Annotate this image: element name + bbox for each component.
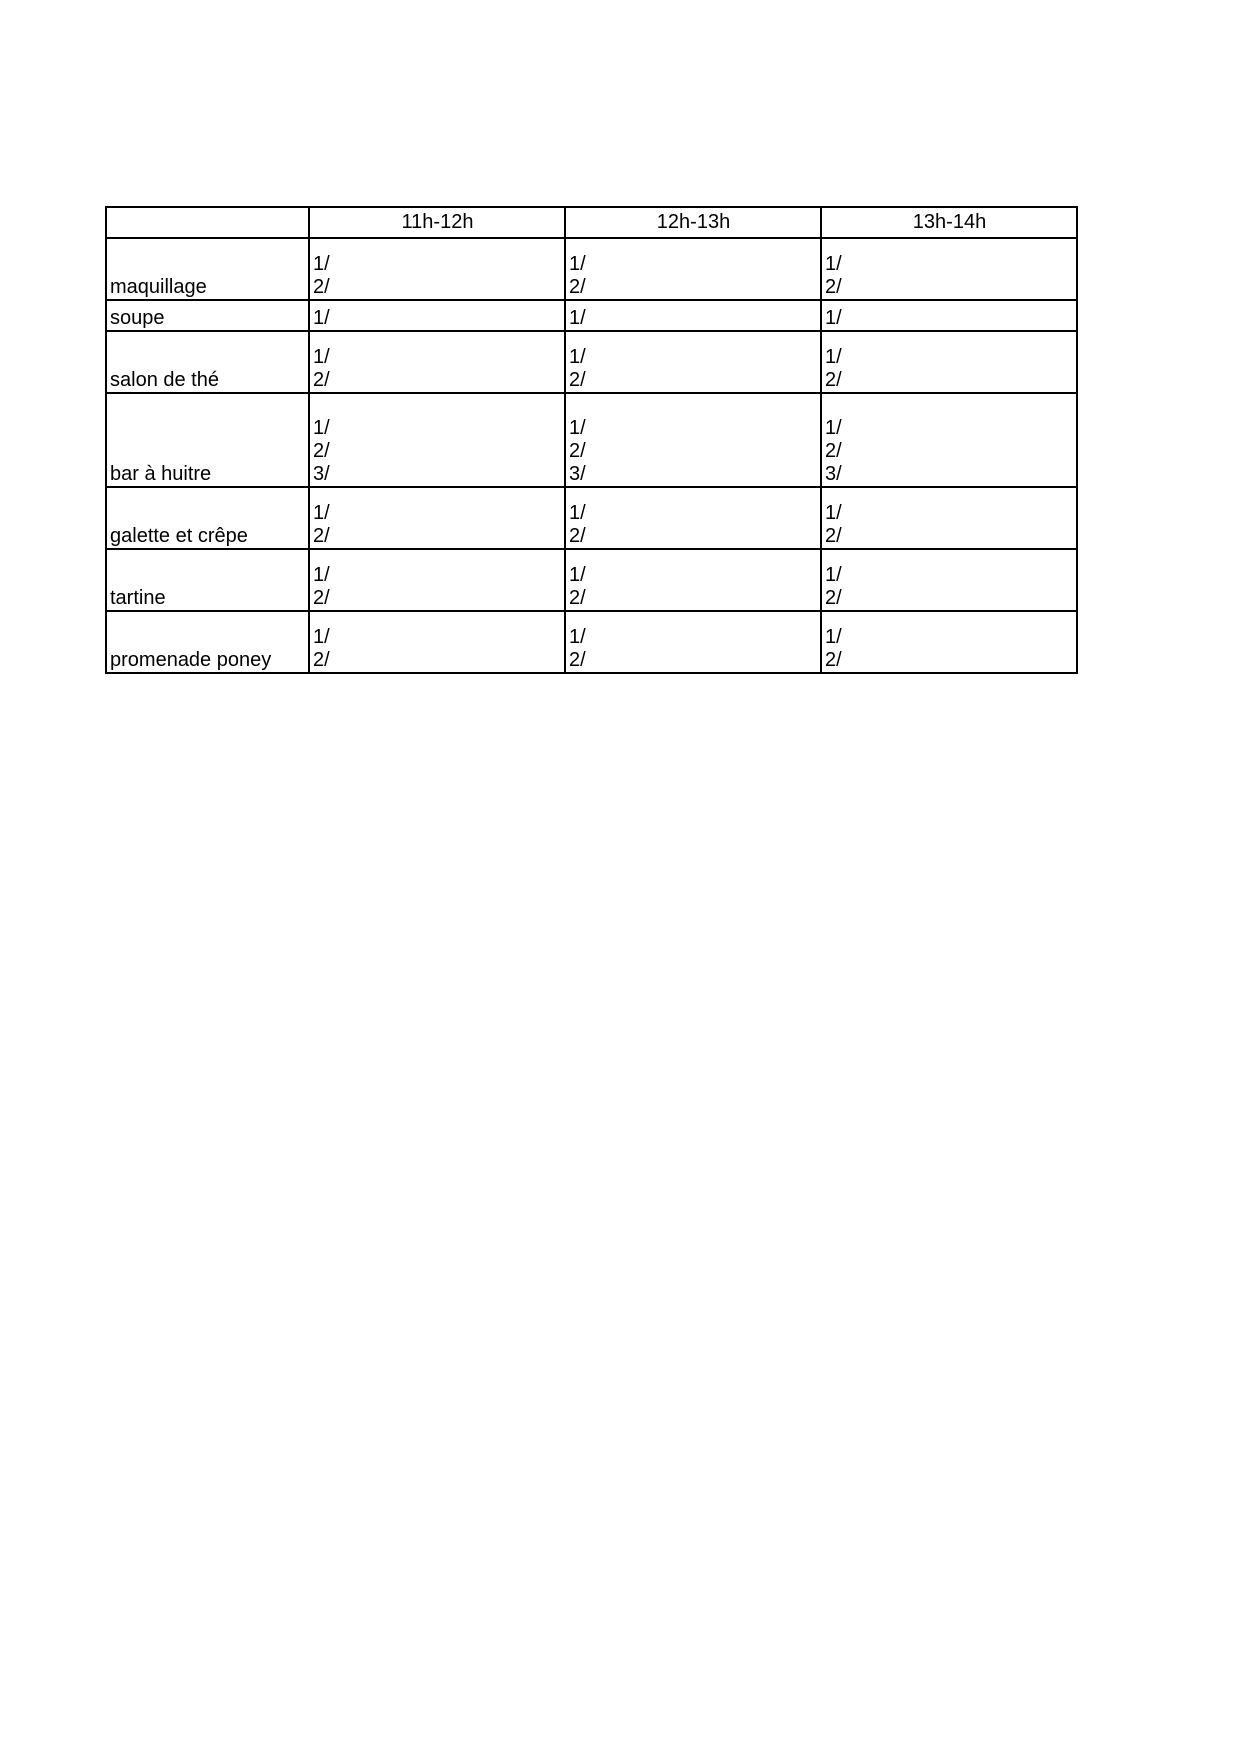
slot-cell (821, 300, 1077, 331)
slot-entry: 2/ (569, 525, 586, 547)
slot-entry: 1/ (825, 626, 842, 648)
slot-cell (565, 331, 821, 393)
slot-entry: 1/ (569, 417, 586, 439)
slot-cell (309, 611, 565, 673)
slot-entry: 1/ (313, 307, 330, 329)
time-slot-header: 12h-13h (565, 207, 821, 238)
slot-cell (309, 300, 565, 331)
slot-cell (821, 238, 1077, 300)
table-row (106, 549, 1077, 611)
slot-cell (821, 549, 1077, 611)
slot-cell (565, 487, 821, 549)
table-row (106, 238, 1077, 300)
slot-entry: 2/ (569, 276, 586, 298)
slot-cell (565, 393, 821, 487)
slot-entry: 2/ (313, 587, 330, 609)
slot-entry: 1/ (825, 502, 842, 524)
slot-entry: 1/ (825, 253, 842, 275)
corner-cell (106, 207, 309, 238)
slot-cell (565, 549, 821, 611)
slot-entry: 2/ (569, 369, 586, 391)
table-row (106, 611, 1077, 673)
activity-label: salon de thé (106, 331, 309, 393)
time-slot-header: 11h-12h (309, 207, 565, 238)
slot-entry: 2/ (825, 649, 842, 671)
slot-entry: 2/ (825, 369, 842, 391)
activity-label: maquillage (106, 238, 309, 300)
slot-cell (309, 331, 565, 393)
slot-entry: 2/ (313, 276, 330, 298)
slot-entry: 1/ (569, 502, 586, 524)
header-row (106, 207, 1077, 238)
slot-entry: 2/ (569, 649, 586, 671)
slot-entry: 1/ (825, 307, 842, 329)
slot-entry: 1/ (313, 626, 330, 648)
slot-entry: 1/ (825, 417, 842, 439)
slot-cell (309, 238, 565, 300)
activity-label: bar à huitre (106, 393, 309, 487)
slot-entry: 1/ (569, 626, 586, 648)
slot-entry: 1/ (313, 253, 330, 275)
slot-entry: 2/ (825, 587, 842, 609)
slot-entry: 1/ (825, 346, 842, 368)
slot-cell (821, 393, 1077, 487)
slot-entry: 2/ (569, 587, 586, 609)
slot-cell (309, 549, 565, 611)
slot-cell (821, 331, 1077, 393)
table-row (106, 393, 1077, 487)
slot-cell (565, 300, 821, 331)
slot-entry: 2/ (313, 369, 330, 391)
slot-entry: 1/ (569, 346, 586, 368)
slot-cell (309, 393, 565, 487)
activity-label: promenade poney (106, 611, 309, 673)
slot-entry: 1/ (313, 502, 330, 524)
slot-entry: 2/ (569, 440, 586, 462)
slot-entry: 1/ (569, 564, 586, 586)
slot-cell (309, 487, 565, 549)
slot-entry: 1/ (313, 346, 330, 368)
slot-entry: 3/ (825, 463, 842, 485)
table-row (106, 331, 1077, 393)
activity-label: tartine (106, 549, 309, 611)
slot-cell (565, 238, 821, 300)
slot-entry: 1/ (313, 564, 330, 586)
time-slot-header: 13h-14h (821, 207, 1077, 238)
slot-entry: 2/ (313, 440, 330, 462)
slot-cell (821, 487, 1077, 549)
slot-entry: 2/ (825, 440, 842, 462)
slot-entry: 2/ (825, 525, 842, 547)
schedule-table (105, 206, 1078, 674)
activity-label: galette et crêpe (106, 487, 309, 549)
slot-entry: 2/ (313, 525, 330, 547)
slot-entry: 1/ (569, 253, 586, 275)
slot-cell (565, 611, 821, 673)
slot-entry: 3/ (569, 463, 586, 485)
slot-entry: 1/ (569, 307, 586, 329)
slot-entry: 2/ (313, 649, 330, 671)
slot-cell (821, 611, 1077, 673)
table-row (106, 300, 1077, 331)
table-row (106, 487, 1077, 549)
slot-entry: 3/ (313, 463, 330, 485)
schedule-body (106, 238, 1077, 673)
slot-entry: 2/ (825, 276, 842, 298)
activity-label: soupe (106, 300, 309, 331)
slot-entry: 1/ (825, 564, 842, 586)
slot-entry: 1/ (313, 417, 330, 439)
